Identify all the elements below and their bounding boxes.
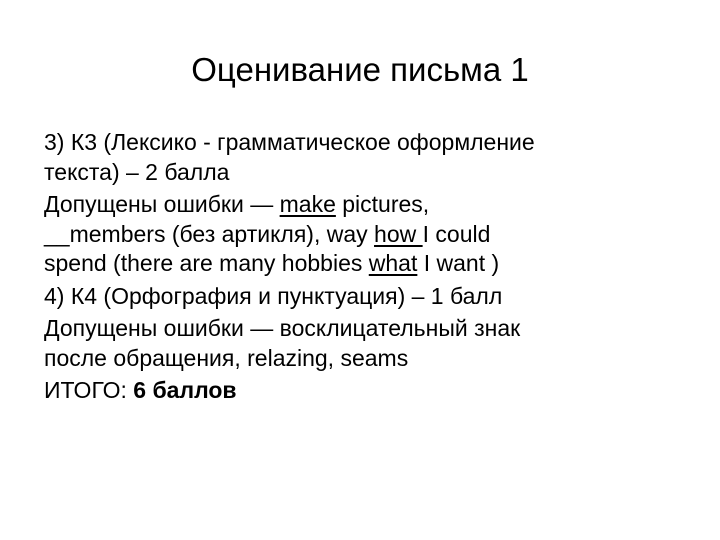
k3-heading-line1: 3) К3 (Лексико - грамматическое оформление [44, 129, 535, 155]
missing-article-blank: __ [44, 220, 70, 247]
k3-heading-line2: текста) – 2 балла [44, 158, 230, 185]
k3-errors [44, 190, 694, 279]
slide-title: Оценивание письма 1 [191, 51, 529, 88]
k3-errors-line3-end: I want ) [417, 250, 500, 276]
k3-errors-after-blank: members (без артикля), way [69, 220, 375, 247]
k3-criterion [44, 128, 694, 187]
error-word-how: how [374, 220, 423, 247]
total-value: 6 баллов [133, 377, 237, 403]
slide-body [44, 128, 694, 409]
k3-errors-after-make: pictures, [335, 191, 430, 217]
k4-errors-line2: после обращения, relazing, seams [44, 344, 409, 371]
k3-errors-line3-start: spend (there are many hobbies [44, 250, 369, 276]
total-score [44, 376, 694, 406]
error-word-make: make [279, 191, 336, 217]
k4-criterion [44, 282, 694, 312]
k4-heading: 4) К4 (Орфография и пунктуация) – 1 балл [44, 282, 503, 309]
k4-errors-line1: Допущены ошибки — восклицательный знак [44, 315, 521, 341]
total-label: ИТОГО: [44, 377, 134, 403]
k3-errors-after-how: I could [422, 220, 491, 247]
error-word-what: what [368, 250, 418, 276]
k3-errors-prefix: Допущены ошибки — [44, 191, 280, 217]
k4-errors [44, 314, 694, 373]
